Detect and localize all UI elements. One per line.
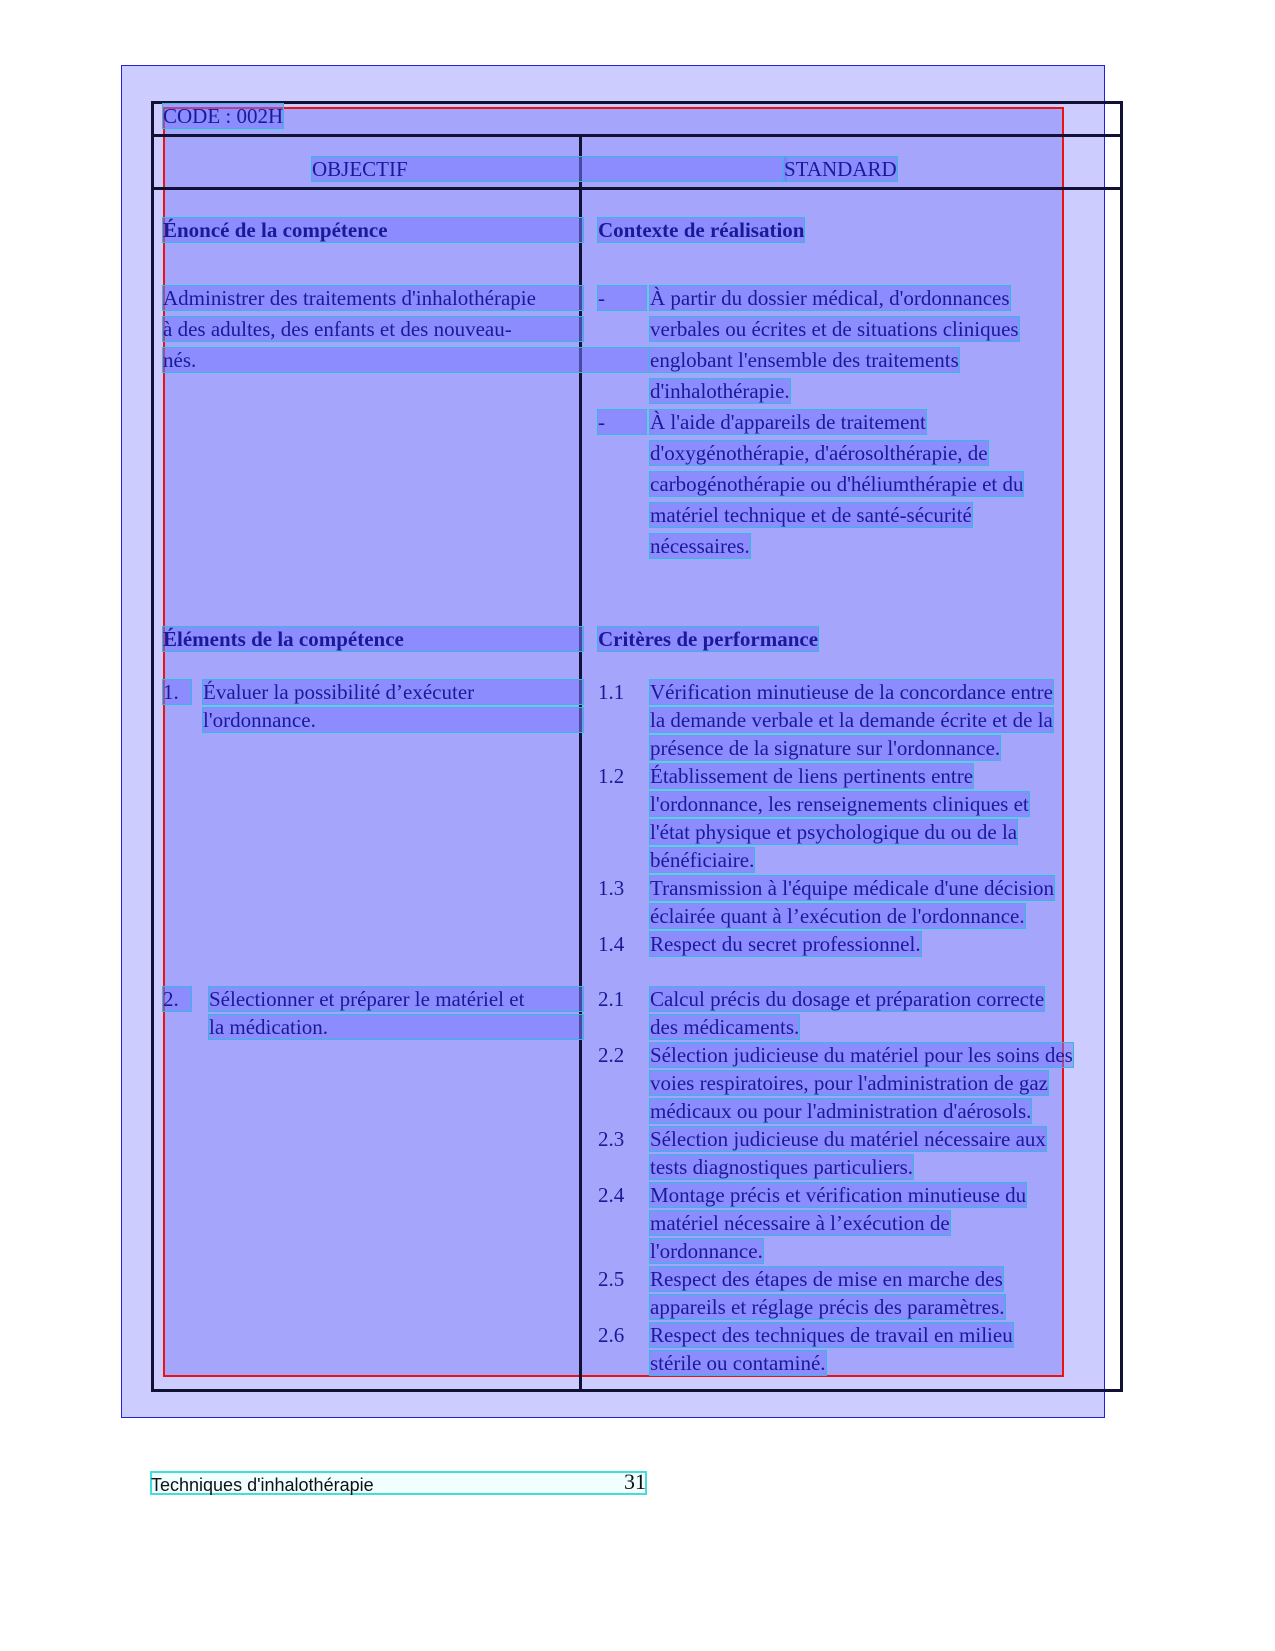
header-standard: STANDARD	[784, 157, 897, 181]
table-divider-header	[151, 187, 1123, 190]
criterion-number: 2.2	[598, 1043, 625, 1067]
criterion-line: la demande verbale et la demande écrite et de la	[650, 708, 1053, 732]
criterion-line: l'ordonnance.	[650, 1239, 763, 1263]
criterion-line: présence de la signature sur l'ordonnance.	[650, 736, 1001, 760]
enonce-line: à des adultes, des enfants et des nouveau-	[163, 317, 583, 341]
criterion-number: 2.4	[598, 1183, 625, 1207]
header-objectif: OBJECTIF	[312, 157, 786, 181]
elements-title: Éléments de la compétence	[163, 627, 583, 651]
criterion-line: éclairée quant à l’exécution de l'ordonnance.	[650, 904, 1025, 928]
criterion-line: Établissement de liens pertinents entre	[650, 764, 974, 788]
contexte-line: d'inhalothérapie.	[650, 379, 790, 403]
page-number: 31	[624, 1469, 646, 1494]
criterion-line: matériel nécessaire à l’exécution de	[650, 1211, 950, 1235]
criterion-number: 1.4	[598, 932, 625, 956]
criterion-number: 1.3	[598, 876, 625, 900]
criterion-line: stérile ou contaminé.	[650, 1351, 826, 1375]
criterion-line: Respect du secret professionnel.	[650, 932, 921, 956]
criterion-line: Calcul précis du dosage et préparation correcte	[650, 987, 1045, 1011]
criterion-line: tests diagnostiques particuliers.	[650, 1155, 914, 1179]
criterion-number: 2.3	[598, 1127, 625, 1151]
element-line: la médication.	[209, 1015, 583, 1039]
element-line: l'ordonnance.	[203, 708, 583, 732]
criterion-line: Sélection judicieuse du matériel pour les soins des	[650, 1043, 1073, 1067]
contexte-line: d'oxygénothérapie, d'aérosolthérapie, de	[650, 441, 988, 465]
element-number: 2.	[163, 987, 191, 1011]
criterion-line: Respect des techniques de travail en milieu	[650, 1323, 1013, 1347]
criterion-line: des médicaments.	[650, 1015, 800, 1039]
criterion-line: Vérification minutieuse de la concordance entre	[650, 680, 1053, 704]
element-line: Sélectionner et préparer le matériel et	[209, 987, 583, 1011]
contexte-line: nécessaires.	[650, 534, 750, 558]
table-divider-top	[151, 134, 1123, 137]
enonce-title: Énoncé de la compétence	[163, 218, 583, 242]
competency-code: CODE : 002H	[163, 104, 284, 128]
contexte-title: Contexte de réalisation	[598, 218, 805, 242]
element-number: 1.	[163, 680, 191, 704]
criterion-line: voies respiratoires, pour l'administration de gaz	[650, 1071, 1049, 1095]
criterion-number: 2.5	[598, 1267, 625, 1291]
contexte-line: englobant l'ensemble des traitements	[650, 348, 959, 372]
criterion-line: appareils et réglage précis des paramètres.	[650, 1295, 1005, 1319]
contexte-line: verbales ou écrites et de situations cliniques	[650, 317, 1019, 341]
criterion-line: Montage précis et vérification minutieuse du	[650, 1183, 1027, 1207]
contexte-line: À partir du dossier médical, d'ordonnances	[650, 286, 1010, 310]
contexte-line: matériel technique et de santé-sécurité	[650, 503, 972, 527]
bullet: -	[598, 410, 646, 434]
criterion-number: 1.1	[598, 680, 625, 704]
contexte-line: À l'aide d'appareils de traitement	[650, 410, 926, 434]
criteres-title: Critères de performance	[598, 627, 819, 651]
element-line: Évaluer la possibilité d’exécuter	[203, 680, 583, 704]
enonce-line: nés.	[163, 348, 649, 372]
criterion-number: 2.1	[598, 987, 625, 1011]
bullet: -	[598, 286, 646, 310]
criterion-line: Respect des étapes de mise en marche des	[650, 1267, 1003, 1291]
criterion-line: Transmission à l'équipe médicale d'une décision	[650, 876, 1054, 900]
criterion-line: bénéficiaire.	[650, 848, 755, 872]
criterion-number: 2.6	[598, 1323, 625, 1347]
footer-title: Techniques d'inhalothérapie	[151, 1475, 374, 1495]
criterion-line: l'ordonnance, les renseignements cliniques et	[650, 792, 1029, 816]
criterion-number: 1.2	[598, 764, 625, 788]
enonce-line: Administrer des traitements d'inhalothérapie	[163, 286, 583, 310]
contexte-line: carbogénothérapie ou d'héliumthérapie et du	[650, 472, 1024, 496]
criterion-line: médicaux ou pour l'administration d'aérosols.	[650, 1099, 1032, 1123]
criterion-line: Sélection judicieuse du matériel nécessaire aux	[650, 1127, 1046, 1151]
criterion-line: l'état physique et psychologique du ou de la	[650, 820, 1018, 844]
